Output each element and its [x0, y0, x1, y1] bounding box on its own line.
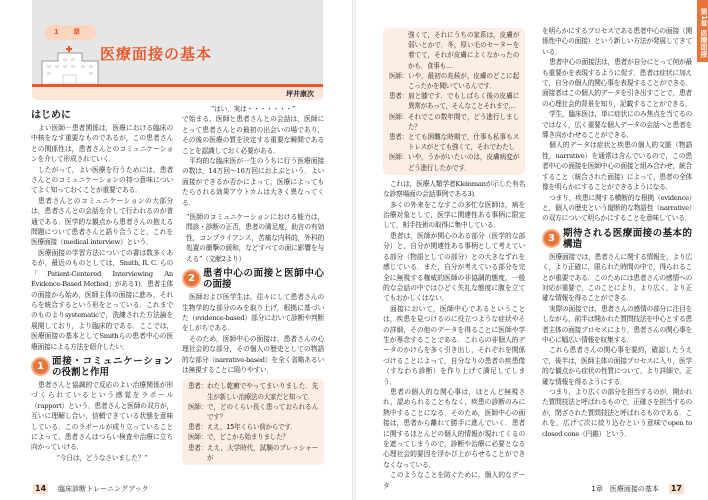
paragraph: 患者さんとのコミュニケーションの大部分は，患者さんとの会話を介して行われるのが普通である．医学的な観点から患者さんの抱える問題について患者さんと語り合うこと，これを医療面接（medical interview）という．	[31, 196, 173, 247]
paragraph: このようなことを防ぐために，個人的なデータ	[383, 471, 525, 490]
dialog-line	[389, 71, 519, 91]
left-column-1	[31, 110, 173, 463]
speaker: 患者：	[389, 92, 408, 101]
dialog-line	[188, 443, 318, 463]
section-number-badge: 1	[33, 359, 48, 374]
dialog-line	[389, 132, 519, 152]
author-bar	[32, 87, 323, 100]
dialog-line	[188, 422, 318, 432]
section-heading-2	[182, 268, 324, 290]
utterance: 肩と膝です．でもしばらく後の皮膚に異常があって，そんなことそれまで…	[408, 92, 519, 111]
paragraph: 患者中心の面接法は，患者が自分にとって何が最も重要かを表現するように促す．患者は症状に加えて，自分の個人的関心事を表現することができる．面接者はこの個人的データを引き出すことで，患者の心理社会的背景を知り，記載することができる．	[542, 58, 692, 108]
utterance: いや，最初の兆候が，皮膚のどこに起こったかを聞いているんです．	[408, 71, 519, 91]
speaker: 医師：	[188, 433, 207, 442]
page-number: 14	[35, 484, 47, 493]
book-title: 臨床診断トレーニングブック	[58, 485, 149, 493]
running-chapter-title: 1章 医療面接の基本	[591, 485, 659, 493]
quote: “今日は，どうなさいました？”	[56, 453, 148, 462]
right-column-2	[542, 26, 692, 439]
utterance: それでこの数年間で，どう進行しました？	[408, 112, 519, 131]
utterance: で，どのくらい長く患っておられるんです？	[207, 402, 318, 421]
speaker: 医師：	[389, 153, 408, 162]
speaker: 患者：	[188, 382, 207, 391]
paragraph: 平均的な臨床医が一生のうちに行う医療面接の数は，14万回～16万回におよぶという．よい面接ができるか否かによって，医療によってもたらされる効果アウトカムは大きく異なってくる．	[182, 157, 324, 207]
paragraph: 学生，臨床医は，単に症状にのみ焦点を当てるのではなく，広く重要な個人データの会話へと患者を導き向かわせることができる．	[542, 110, 692, 140]
paragraph: 個人的データは症状と疾患の個人的文脈（物語性，narrative）を通常は含んでいるので，この患者中心の面接を医師中心の面接と組み合わせ，統合すること（統合された面接）によって，患者の全体像を明らかにすることができるようになる．	[542, 141, 692, 192]
section-title: 期待される医療面接の基本的構造	[563, 227, 692, 250]
utterance: ええ，15年くらい前からです．	[207, 423, 297, 432]
paragraph: これは，医療人類学者Kleinmanが示した有名な診察場面の会話事例である3)．	[383, 179, 525, 199]
right-footer	[591, 484, 684, 494]
utterance: とても困難な時期で，仕事も私事もストレスがとても強くて，それでわたし	[408, 133, 519, 152]
speaker: 患者：	[188, 423, 207, 432]
right-page	[354, 0, 708, 500]
dialog-line	[188, 381, 318, 401]
utterance: いや，うかがいたいのは，皮膚病変がどう進行したかです．	[408, 153, 519, 172]
paragraph: 医療面接では，患者さんに関する情報を，より広く，より正確に，限られた時間の中で，得られることが重要である．このためには患者さんの感情への対応が重要で，このことにより，より広く，より正確な情報を得ることができる．	[542, 252, 692, 303]
dialog-line	[389, 91, 519, 111]
left-column-2	[182, 104, 324, 465]
section-heading-3	[542, 228, 692, 250]
intro-heading: はじめに	[31, 110, 71, 121]
dialog-box	[383, 28, 525, 175]
chapter-label: 1 章	[44, 25, 96, 40]
page-number: 17	[670, 484, 682, 493]
speaker: 患者：	[188, 443, 207, 452]
speaker: 医師：	[389, 112, 408, 121]
dialog-line	[389, 30, 519, 71]
paragraph: 患者は，医師が関心のある部分（医学的な部分）と，自分が関連性ある事柄として考えている部分（物語としての部分）との大きなずれを感じている．また，自分が考えている部分を完全に無視する権威的医師の非協調的態度，一般的な会話の中ではひどく失礼な態度に腹を立ててもおかしくはない．	[383, 231, 525, 303]
utterance: わたし乾癬でやってまいりました．先生が新しい治療法の大家だと知って．	[207, 382, 318, 401]
speaker	[389, 30, 408, 71]
speaker: 患者：	[389, 133, 408, 142]
dialog-line	[389, 112, 519, 132]
paragraph: 実際の面接では，患者さんの感情の部分に注目をしながら，前半は開かれた質問技法を中心とする患者主体の面接プロセスにより，患者さんの関心事を中心に幅広い情報を収集する．	[542, 304, 692, 344]
paragraph: つまり，疾患に関する横断的な根拠（evidence）と，個人の歴史という縦断的な物語性（narrative）の双方について明らかにすることを意味している．	[542, 193, 692, 223]
paragraph: 面接において，医師中心であるということは，疾患を見つけるのに役立つような症状やその詳細，その他のデータを得ることに医師や学生が専念することである．これらの非個人的データのかけらを多く引き出し，それぞれを関係づけることによって，自分なりの患者の疾患像（すなわち診断）を作り上げて満足してしまう．	[383, 304, 525, 386]
speaker: 医師：	[188, 402, 207, 411]
author-name: 坪井康次	[286, 90, 314, 98]
utterance: 強くて，それにうちの家系は，皮膚が弱いとかで．冬，厚い毛のセーターを着てて，それが皮膚によくなかったのかも．食事も…	[408, 31, 519, 70]
hospital-icon	[41, 45, 99, 85]
paragraph: したがって，よい医療を行うためには，患者さんとのコミュニケーションの持つ意味についてよく知っておくことが重要である．	[31, 165, 173, 195]
utterance: ええ，大学時代，試験のプレッシャーが	[207, 443, 318, 462]
section-heading-1	[31, 356, 173, 378]
paragraph: 患者さんと協調的で反応のよい治療関係が形づくられているという感覚をラポール（rapport）という．患者さんと医師の双方が，互いに理解し合い，信頼できている状態を意味している．このラポールが成り立っていることによって，患者さんはつらい検査や治療に立ち向かっていける．	[31, 380, 173, 452]
left-footer	[33, 484, 149, 494]
paragraph: で始まる，医師と患者さんとの会話は，医師にとって患者さんとの最初の出会いの場であり，その後の医療の質を決定する重要な瞬間であることを認識しておく必要がある．	[182, 115, 324, 155]
paragraph: 医療面接の学習方法についての書は数多くあるが，最近のものとしては，Smith, R. C. らの「Patient-Centered Interviewing An Evidence-Based Method」がある1)．患者主体の面接から始め，医師主体の面接に進み，それらを統合するという形をとっている．これまでのものよりsystematicで，洗練された方法論を展開しており，より臨床的である．ここでは，医療面接の基本としてSmithらの患者中心の医療面接による方法を紹介したい．	[31, 248, 174, 351]
paragraph: 患者の個人的な関心事は，ほとんど無視され，認められることもなく，疾患の診断のみに熱中することになる．そのため，医師中心の面接は，患者から離れて勝手に進んでいく．患者に関するほとんどの個人的情報が現れてくるのを遮ってしまうので，診断や治療に必要となる心理社会的要因を浮かび上がらせることができなくなっている．	[383, 387, 525, 469]
dialog-line	[188, 402, 318, 422]
chapter-side-tab: 第1章 医療面接	[697, 0, 708, 62]
section-number-badge: 2	[184, 271, 199, 286]
dialog-line	[188, 432, 318, 442]
paragraph: 医師および医学生は，往々にして患者さんの生物学的な部分のみを取り上げ，根拠に基づいた（evidence-based）部分において診断や判断をしがちである．	[182, 293, 324, 333]
citation-quote: “医師のコミュニケーションにおける能力は，問診・診断の正否，患者の満足度，助言の有効性，コンプライアンス，苦痛な内科的，外科的処置の衝撃の緩和，などすべての面に影響を与える”（文献2より）	[186, 213, 324, 263]
right-column-1	[383, 28, 525, 491]
dialog-line	[389, 152, 519, 172]
quote: “はい，実は・・・・・・・”	[210, 105, 296, 113]
section-title: 面接・コミュニケーションの役割と作用	[52, 355, 173, 378]
section-number-badge: 3	[544, 231, 559, 246]
paragraph: これら患者さんの関心事を要約，確認したうえで，後半は，医師主体の面接プロセスに入り，医学的な観点から症状の性質について，より詳細で，正確な情報を得るようにする．	[542, 346, 692, 386]
paragraph: そのため，医師中心の面接は，患者さんの心理社会的な部分，その個人の歴史としての物語的な部分（narrative-based）を全く省略あるいは無視することに陥りやすい．	[182, 334, 324, 374]
paragraph: よい医師－患者関係は，医療における臨床の中核をなす重要なものであるが，この患者さんとの関係性は，患者さんとのコミュニケーションを介して形成されていく．	[31, 124, 173, 164]
chapter-title: 医療面接の基本	[100, 45, 213, 63]
book-gutter	[352, 0, 356, 500]
paragraph: つまり，より広くの部分を担当するのが，開かれた質問技法と呼ばれるもので，正確さを担当するのが，閉ざされた質問技法と呼ばれるものである．これを，広げて次に絞り込むという意味でopen to closed cone（円錐）という．	[542, 388, 692, 438]
paragraph: 多くの外来をこなすこの多忙な医師は，病を治療対象として，医学に関連性ある事柄に限定して，相手技術の取得に集中している．	[383, 200, 525, 230]
speaker: 医師：	[389, 71, 408, 80]
dialog-box	[182, 379, 324, 465]
utterance: で，どこから始まりました？	[207, 433, 289, 442]
section-title: 患者中心の面接と医師中心の面接	[203, 268, 324, 291]
paragraph: を明らかにするプロセスである患者中心の面接（関係性中心の面接）という新しい方法が発展してきている．	[542, 27, 692, 56]
